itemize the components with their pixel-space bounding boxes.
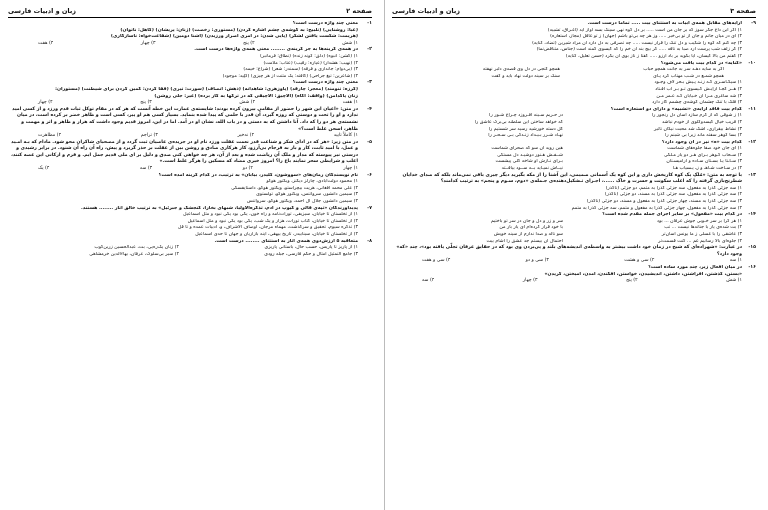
option-1[interactable]: ۱) هر کرا بر سر خـوبی جوش عرفان ... بود xyxy=(656,218,742,224)
option-list xyxy=(8,54,358,80)
option-3[interactable]: ۳) (بی‌دوام: جانداری و فرقه) (سمندر: شعر) (شراغ: خیمه) xyxy=(243,67,358,73)
option-4[interactable]: ۴) سی و هفت xyxy=(422,258,451,264)
option-1[interactable]: ۱) سه xyxy=(729,258,742,264)
exam-page-3 xyxy=(384,0,768,510)
option-1[interactable]: ۱) ز شوقی که از گرم سازد آسان دل رنجور را xyxy=(651,113,742,119)
option-3[interactable]: ۳) شد ساغری مـرا آن خـیابان کـه عـمر مـن xyxy=(656,93,742,99)
option-1[interactable]: ۱) سیکـاسـری کـه زنـد پـیش بـحر لاف وجـود xyxy=(654,80,742,86)
question-10 xyxy=(392,61,756,107)
verse-line: شــفـش هـنور دوشیـد دل مستکی xyxy=(497,152,563,158)
question-stem: نام نویسندگان رمان‌های «سووشون، کلیدر، بیابان» به ترتیب، در کدام گزینه آمده است؟ xyxy=(158,172,358,178)
question-number: ۱۳- xyxy=(748,172,756,178)
option-2[interactable]: ۲) شش xyxy=(239,100,256,106)
option-list xyxy=(392,186,742,212)
option-3[interactable]: ۳) تذکره سیوم، تحقیق و سرگذشت، مهماه مرجان، اوصاف الاشراف، و، ادبیات عمده و تا قل xyxy=(177,225,358,231)
question-line: (غبا: روشنایی) (تلبیح: به گوشه‌ی چشم اشاره کردن) (مستوری: رخصت) (ژنان: پریشان) (کاهل: ناتوان) xyxy=(120,27,358,33)
option-4[interactable]: ۴) (شاعرین: تیغ جراحی) (کافته: یک مثنت از هر چیزی) (کَلِید: موجود) xyxy=(222,73,358,79)
question-number: ۱۲- xyxy=(748,139,756,145)
question-number: ۸- xyxy=(367,238,372,244)
option-2[interactable]: ۲) ای در میان جانم و جان از تو بی‌خبر ..... وز هر چه بی‌تو باشم (جهان) ز تو غافل (مجاز، استعاره) xyxy=(550,34,742,40)
page-number: صفحه ۳ xyxy=(730,7,756,15)
option-1[interactable]: ۱) محمود دولت‌آبادی، چارلز دیکنز، ویکتور هوگو xyxy=(266,179,358,185)
question-stem: در کدام بیت «مفعول» بر سایر اجزای جمله مقدم شده است؟ xyxy=(602,212,742,218)
verse-line: گل دسته خورشید رسید سر شستیم را xyxy=(488,126,563,132)
question-14 xyxy=(392,212,756,245)
option-2[interactable]: ۲) (نهیب: هشدار) (عیاره: رقیب) (عتاب: ملامت) xyxy=(263,60,358,66)
option-2[interactable]: ۲) هــر کجـا آرایـش گـیسوی تـو بـر آب افـتاد xyxy=(655,86,742,92)
question-11 xyxy=(392,107,756,140)
page-header xyxy=(8,7,372,18)
verse-line: با خود قرار کرده‌ام ای یار بار من xyxy=(499,225,563,231)
option-4[interactable]: ۴) هفت xyxy=(38,40,54,46)
question-number: ۷- xyxy=(367,205,372,211)
option-4[interactable]: ۴) جلوه‌ای بالا رسانیم غم ... کنت قسمت‌تر xyxy=(658,238,742,244)
verse-line: بـرای نـازش او شاخه گلی پیشست xyxy=(495,159,563,165)
question-stem: در متن زیر: «هر که در ادای شکر و شناعت قدر نعمت غفلت ورزد نام او در جریده‌ی عاصیان ثبت گردد و از مصحبای شاکران محو شود. مادام که بـه امـید و عمل، با امید ثابت، کار و بار به فرجام بی‌آرزو، کار هرکاری صادق و روشن بین از غفلت بر حذر گریزد و پیش، راه آن راه آن شنود. در برابر رشیدی و درستی نیز پیوسته که مدار و ملک آن ریاضت شده و بعد از آن، هر چه خواهی کنی صدق و دلیل بر ای ملی قدیم جمل ایم. و فرم و ارکانی این غصه کنند، اغلب و شرایطی سحر نمایند باغ را؟ امروز خبری مضاد که مسکین را هرگز غلط است.» xyxy=(11,139,358,165)
question-stem: آرایه‌های مقابل همه‌ی ابیات به استثنای بیت ..... تماماً درست است. xyxy=(587,21,742,26)
option-row xyxy=(392,258,742,265)
question-3 xyxy=(8,80,372,106)
verse-block xyxy=(392,67,742,80)
verse-line: نهـاد شـرر بـیـداد زنـدگی بـی سـحـر را xyxy=(488,133,563,139)
option-row xyxy=(392,278,742,285)
option-3[interactable]: ۳) نشاط بیقراری، اشک شد محبت نیکان تأثیر xyxy=(653,126,742,132)
option-3[interactable]: ۳) عاشقی را با غسلی ز ما یونس آسان‌تر xyxy=(661,232,742,237)
question-9 xyxy=(392,21,756,61)
option-list xyxy=(8,212,358,238)
option-2[interactable]: ۲) زنان یک‌ره‌یی، بت، عبدالحسین زرین‌کوب xyxy=(94,245,179,251)
question-number: ۱۰- xyxy=(748,60,756,66)
option-1[interactable]: ۱) چهار xyxy=(343,166,358,172)
option-1[interactable]: ۱) اگر ابن داغ جگر سوز که بر جان من است ..... بر دل کوه نهی سینگ بسه آواز آید (اغـراق، تشبیه) xyxy=(547,27,742,33)
option-2[interactable]: ۲) قریب خیال گیسدوکلوی از خودم نباشد xyxy=(661,119,742,125)
question-number: ۳- xyxy=(367,80,372,86)
option-4[interactable]: ۴) فلک با تنگ چشمان گوشه‌ی چشمم کار دارد xyxy=(652,100,742,106)
question-stem: معنی چند واژه درست است؟ xyxy=(292,21,358,26)
verse-line: اگر به سایه دهـد سر به جانت همچو حباب xyxy=(643,67,724,73)
question-number: ۲- xyxy=(367,47,372,53)
option-4[interactable]: ۴) سه جزئی گذرا به مفعول، چهار جزئی گذرا به مفعول و متمم، سه جزئی گذرا به متمم xyxy=(571,205,742,211)
page-header xyxy=(392,7,756,18)
verse-line: احتمال آن بیستم جد عشق را آشام بیت xyxy=(486,238,563,244)
question-8 xyxy=(8,239,372,259)
option-3[interactable]: ۳) چهار xyxy=(522,278,538,284)
question-number: ۴- xyxy=(367,106,372,112)
question-15 xyxy=(392,245,756,265)
question-16 xyxy=(392,265,756,285)
option-4[interactable]: ۴) بسا گوهر سفته ماند زیرا بی شبنم را xyxy=(665,133,742,139)
option-2[interactable]: ۲) از تخلستان تا خیابان، کتاب تورات، هزار و یک شب، یکی بود یکی نبود و مثل اسماعیل xyxy=(187,218,358,224)
question-stem: پدیدآورندگان «تپه‌ی قالی و کیوپ در آدم، تذکره‌الاولیا، شبهای بخارا، گنجشک و جبرئیل» به ترتیب خالق آثار ........ هستند. xyxy=(81,205,358,211)
option-grid xyxy=(392,113,742,139)
question-4 xyxy=(8,107,372,140)
question-stem: «کنایه» در کدام بیت یافت می‌شود؟ xyxy=(660,60,742,66)
option-2[interactable]: ۲) نه‌خیر xyxy=(237,133,255,139)
option-1[interactable]: ۱) ای جان خود صفا جلوه‌های شماست xyxy=(667,146,742,152)
option-2[interactable]: ۲) بت شده‌ی یار با جنانه‌ها نیست ... تب xyxy=(664,225,742,231)
question-line: (هزیمت: شکست یافتن لشکر) (پایی شدن: در امری اصرار ورزیدن) (آشنا دومین) (شفاعت‌خواه: ناسازگاری) xyxy=(110,34,358,40)
option-3[interactable]: ۳) سی و دو xyxy=(525,258,549,264)
option-grid xyxy=(8,245,358,258)
option-2[interactable]: ۲) پنج xyxy=(243,40,255,46)
verse-line: همچو گنجی در دل وی قصه‌ی دلبر نهفته xyxy=(482,67,560,73)
question-stem: در میان افعال زیر، چند مورد ساده است؟ xyxy=(648,264,742,270)
option-2[interactable]: ۲) پنج xyxy=(626,278,638,284)
option-1[interactable]: ۱) هفت xyxy=(342,100,358,106)
option-2[interactable]: ۲) سی و هشت xyxy=(624,258,655,264)
option-4[interactable]: ۴) سیر بی‌سلوک، عرفان، بهاءالدین خرمشاهی xyxy=(89,251,179,257)
option-1[interactable]: ۱) از تخلستان تا خیابان، سیزیفی، تورات‌نامه و راه خون، یکی بود یکی نبود و مثل اسماعیل xyxy=(183,212,358,218)
option-4[interactable]: ۴) سه xyxy=(422,278,435,284)
question-stem: در متن: «اعیان این شهر را حضور از مقامی بیرون کرده بودند؛ شایسته‌ی عمارت این خطه آنست که هر که در مقام توکل ثبات قدم ورزد و از کسی امید ندارد و او را تحت و دوستی که روزه گیرد، آن قدر با حلمی که پیدا شده بنماید. بسیار کسی هم او پیر، کسی است و ظاهر خضر بر کرده است، در میان نشسته‌ی هر دو را که داد. آنا داشتن که به دستی و در باب الله، نشان او در آمد. اما در این، امروز قدیم وجود داشت که هزار و ظاهر و اثر و مهمت و ظاهر، اسحن غلط است؟» xyxy=(12,106,358,132)
option-1[interactable]: ۱) (گشن: انبوه) (دلق: گونه زنده) (نطاق: فرمانبر) xyxy=(259,53,358,59)
question-stem: معنی چند واژه درست است؟ xyxy=(292,80,358,86)
option-3[interactable]: ۳) جامع التمثیل امثال و حکم فارسی، جبله رودی xyxy=(264,251,358,257)
question-2 xyxy=(8,47,372,80)
question-number: ۱۵- xyxy=(748,245,756,251)
option-3[interactable]: ۳) پنج xyxy=(140,100,152,106)
option-4[interactable]: ۴) مظاهرت xyxy=(38,133,62,139)
option-list xyxy=(392,80,742,106)
verse-line: در حـریم سـینه افـروزد چـراغ شـور را xyxy=(489,113,563,119)
option-4[interactable]: ۴) چهار xyxy=(38,100,53,106)
question-number: ۶- xyxy=(367,172,372,178)
question-number: ۵- xyxy=(367,139,372,145)
question-number: ۱۶- xyxy=(748,264,756,270)
option-row xyxy=(8,100,358,107)
option-1[interactable]: ۱) سه جزئی گذرا به مفعول، سه جزئی گذرا به متمم، دو جزئی (ناگذر) xyxy=(605,185,742,191)
verse-line: نیــاش نمیـاید بــه ســود بیافــتد xyxy=(501,166,563,172)
option-grid xyxy=(392,146,742,172)
option-list xyxy=(392,28,742,61)
question-13 xyxy=(392,173,756,213)
option-4[interactable]: ۴) در سـاخت شـاهـ و زـ یـسیاب هـا xyxy=(672,166,742,172)
verse-line: همچو شمـع در شـب مهتاب کرد پـای xyxy=(653,73,724,79)
question-stem: در همه‌ی گزینه‌ها به جز گزینه‌ی ........ معنی همه‌ی واژه‌ها درست است. xyxy=(194,47,358,53)
option-4[interactable]: ۴) یک xyxy=(38,166,50,172)
option-2[interactable]: ۲) دو xyxy=(242,166,253,172)
question-stem: با توجه به متن: «مُلکِ یک کوه کاربخش داری و این کوه یک آسمانی صمیمی، این آشنا را از مکه بگیرید دیگر چیزی باقی نمی‌ماند بلکه که صدای خدایان شطرنج‌بازی گرفته را که اغلب سکونت و حسرت و خاک ......، اجـزای تـشکیل‌دهنده‌ی جـمله‌ی «دوم، سـوم و پنجم» به ترتیب کدامند؟ xyxy=(402,172,742,185)
option-3[interactable]: ۳) سه جزئی گذرا به مسند، چهار جزئی گذرا به مفعول و مسند، دو جزئی (ناگذر) xyxy=(586,199,742,205)
question-stem: در عبارت: «شهزاده‌ای که شیخ در زمان خود داشت بیشتر به واسطه‌ی اندیشه‌های بلند و پی‌بردن وی بود که در حقایق عرفان تجلّی یافته بود»، چند «که» وجود دارد؟ xyxy=(396,245,742,257)
question-number: ۹- xyxy=(751,21,756,26)
question-stem: کدام بیت فاقد آرایه‌ی «تشبیه» و دارای دو استعاره است؟ xyxy=(610,106,742,112)
question-number: ۱- xyxy=(367,21,372,26)
page-title: زبان و ادبیات فارسی xyxy=(8,7,77,15)
option-1[interactable]: ۱) از پاریز تا پاریس، حسب حال، باستانی پاریزی xyxy=(264,245,358,251)
option-4[interactable]: ۴) سیمین دانشور، جلال آل احمد، ویکتور هوگو، سرواتنس xyxy=(246,199,358,205)
question-6 xyxy=(8,173,372,206)
question-7 xyxy=(8,206,372,239)
page-title: زبان و ادبیات فارسی xyxy=(392,7,461,15)
question-12 xyxy=(392,140,756,173)
question-5 xyxy=(8,140,372,173)
question-stem: متعاقبه ۵ ارزش‌دوی همه‌ی آثار به استثنای ........ درست است. xyxy=(214,238,358,244)
question-line: زنان پاکدامن) (واقف: آگاه) (آلاچیق: آلاچیقی که در ترکها به کار برده) (غیر: جلی روشن) xyxy=(154,93,358,99)
option-list xyxy=(8,179,358,205)
option-3[interactable]: ۳) تراجم xyxy=(140,133,158,139)
verse-line: که خواهد ساختن این سلطنه بی‌برگ عاشق را xyxy=(474,119,563,125)
option-4[interactable]: ۴) از تخلستان تا خیابان، سینابیدر، تاریخ بیهقی، آینه بازاریان و جهان تا حدی اسماعیل xyxy=(195,232,358,237)
option-5[interactable]: ۴) گفتم من بالا گیسان، آیا بگوید بر باد آرزو ..... گفتا ز ناز بوی آن بگرد (حسن تعلیل، کنایه) xyxy=(565,53,742,59)
verse-line: هین روید آن سو که صحرای شماست xyxy=(491,146,563,152)
option-1[interactable]: ۱) شش xyxy=(726,278,742,284)
option-row xyxy=(8,166,358,173)
option-2[interactable]: ۲) علی محمد افغانی، هریت بیچراستو، ویکتور هوگو، داستایفسکی xyxy=(231,185,358,191)
verse-line: سر و زر و دل و جان در سر تو باختیم xyxy=(490,218,563,224)
question-1 xyxy=(8,21,372,47)
option-grid xyxy=(392,219,742,245)
verse-line: سنگ بر سینه دولت نهاد باید و گفت xyxy=(491,73,560,79)
option-2[interactable]: ۲) سه جزئی گذرا به مفعول، سه جزئی گذرا به مسند، دو جزئی (ناگذر) xyxy=(604,192,742,198)
question-number: ۱۱- xyxy=(748,106,756,112)
option-2[interactable]: ۲) سـحاب گـوهر بـرای هـر دو یار مـلکی xyxy=(664,152,742,158)
option-1[interactable]: ۱) شش xyxy=(342,40,358,46)
option-3[interactable]: ۳) چهار xyxy=(140,40,156,46)
option-4[interactable]: ۴) گر زلف شب پرست آرد صبا به نافه ..... گر بیچ بند آن خم را که گیسوی کمند است (جناس، متناقض‌نما) xyxy=(536,47,742,53)
page-number: صفحه ۲ xyxy=(346,7,372,15)
option-1[interactable]: ۱) کاملاً تایید xyxy=(333,133,358,139)
question-line: (گرزه: تنومند) (معجر: چارقد) (پاوزهری: شاهدانه) (ذهش: انصاف) (سورت: تیزی) (قفا کردن: کمین گردن برای شیطنت) (مستوران: xyxy=(55,86,358,92)
option-3[interactable]: ۳) سیمین دانشور، سرواتنس، ویکتور هوگو، تولستوی xyxy=(256,192,358,198)
question-number: ۱۴- xyxy=(748,212,756,218)
question-stem: کدام بیت «ه» نیز در آن وجود دارد؟ xyxy=(661,139,742,145)
option-3[interactable]: ۳) سـاـتا یـا بسـتان سـاده و آرامیسـتان xyxy=(666,159,742,165)
question-line: «بستن، گذشتن، افراشتن، داشتن، اندیشیدن، خواستن، افکندن، آمدن، آمیختن، گزیدن» xyxy=(544,271,742,277)
option-3[interactable]: ۳) سه xyxy=(139,166,153,172)
option-row xyxy=(8,41,358,48)
verse-line: سو ناله و صدا ندارم از سینه خویش xyxy=(493,232,563,237)
option-3[interactable]: ۳) چه کنم که کوه را شکیب و دل تنگ را قرار نیست ..... چه تصرفی به دل دارد آن مراد شیرین (تضاد، کنایه) xyxy=(532,40,742,46)
option-row xyxy=(8,133,358,140)
